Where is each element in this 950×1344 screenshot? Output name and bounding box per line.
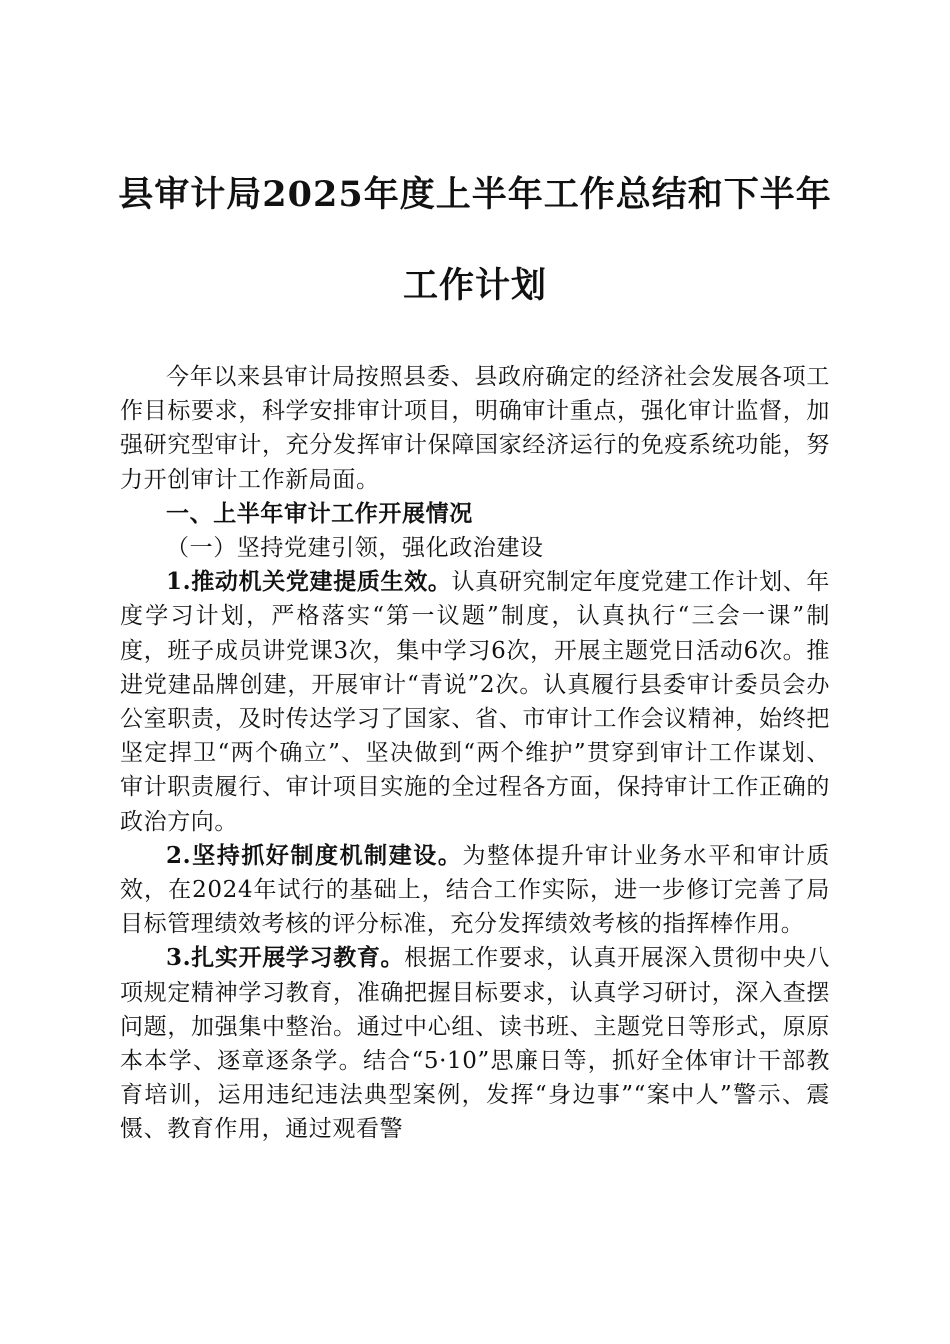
- document-body: [120, 360, 830, 1147]
- item-lead-3: 3.扎实开展学习教育。: [166, 944, 405, 972]
- item-text-2: 为整体提升审计业务水平和审计质效，在2024年试行的基础上，结合工作实际，进一步修订完善了局目标管理绩效考核的评分标准，充分发挥绩效考核的指挥棒作用。: [120, 842, 830, 938]
- section-heading-1: 一、上半年审计工作开展情况: [166, 499, 473, 527]
- item-paragraph-1: [120, 565, 830, 839]
- item-lead-2: 2.坚持抓好制度机制建设。: [166, 841, 463, 869]
- item-paragraph-3: [120, 941, 830, 1146]
- subsection-heading-1: （一）坚持党建引领，强化政治建设: [166, 535, 544, 562]
- item-text-3: 根据工作要求，认真开展深入贯彻中央八项规定精神学习教育，准确把握目标要求，认真学习研讨，深入查摆问题，加强集中整治。通过中心组、读书班、主题党日等形式，原原本本学、逐章逐条学。结合“5·10”思廉日等，抓好全体审计干部教育培训，运用违纪违法典型案例，发挥“身边事”“案中人”警示、震慑、教育作用，通过观看警: [120, 945, 830, 1143]
- item-paragraph-2: [120, 839, 830, 942]
- intro-paragraph: 今年以来县审计局按照县委、县政府确定的经济社会发展各项工作目标要求，科学安排审计项目，明确审计重点，强化审计监督，加强研究型审计，充分发挥审计保障国家经济运行的免疫系统功能，努力开创审计工作新局面。: [120, 364, 830, 493]
- item-lead-1: 1.推动机关党建提质生效。: [166, 568, 452, 596]
- item-text-1: 认真研究制定年度党建工作计划、年度学习计划，严格落实“第一议题”制度，认真执行“三会一课”制度，班子成员讲党课3次，集中学习6次，开展主题党日活动6次。推进党建品牌创建，开展审计“青说”2次。认真履行县委审计委员会办公室职责，及时传达学习了国家、省、市审计工作会议精神，始终把坚定捍卫“两个确立”、坚决做到“两个维护”贯穿到审计工作谋划、审计职责履行、审计项目实施的全过程各方面，保持审计工作正确的政治方向。: [120, 569, 830, 835]
- document-title-line-2: 工作计划: [402, 265, 547, 306]
- document-title-line-1: 县审计局2025年度上半年工作总结和下半年: [118, 174, 832, 215]
